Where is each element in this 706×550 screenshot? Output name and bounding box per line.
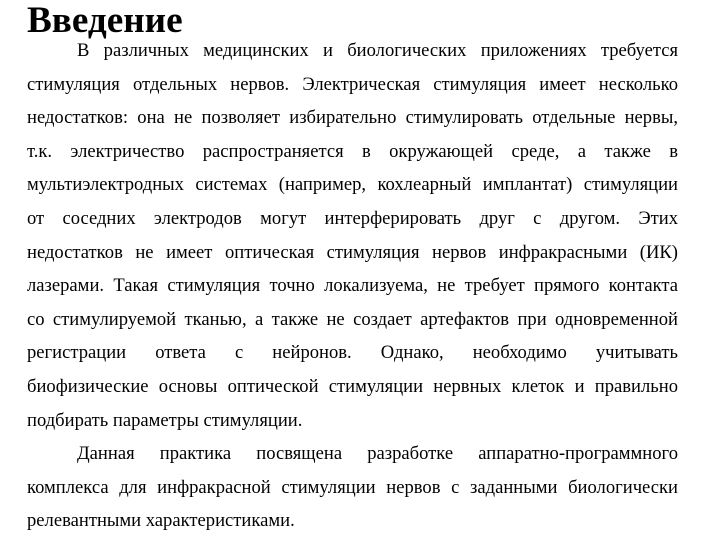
- text-line: комплекса для инфракрасной стимуляции нервов с заданными биологически: [27, 476, 678, 498]
- document-page: [27, 0, 678, 538]
- text-line: со стимулируемой тканью, а также не создает артефактов при одновременной: [27, 308, 678, 330]
- text-line: лазерами. Такая стимуляция точно локализуема, не требует прямого контакта: [27, 275, 678, 297]
- text-line: недостатков не имеет оптическая стимуляция нервов инфракрасными (ИК): [27, 241, 678, 263]
- text-line: биофизические основы оптической стимуляции нервных клеток и правильно: [27, 375, 678, 397]
- text-line: подбирать параметры стимуляции.: [27, 409, 303, 431]
- text-line: В различных медицинских и биологических приложениях требуется: [77, 40, 678, 61]
- paragraph-2: [27, 437, 678, 538]
- text-line: стимуляция отдельных нервов. Электрическая стимуляция имеет несколько: [27, 73, 678, 95]
- text-line: мультиэлектродных системах (например, кохлеарный имплантат) стимуляции: [27, 174, 678, 196]
- text-line: релевантными характеристиками.: [27, 510, 295, 532]
- text-line: Данная практика посвящена разработке аппаратно-программного: [77, 443, 678, 465]
- text-line: регистрации ответа с нейронов. Однако, необходимо учитывать: [27, 342, 678, 364]
- section-heading: Введение: [27, 0, 183, 41]
- paragraph-1: [27, 34, 678, 437]
- text-line: т.к. электричество распространяется в окружающей среде, а также в: [27, 140, 678, 162]
- text-line: от соседних электродов могут интерферировать друг с другом. Этих: [27, 207, 678, 229]
- text-line: недостатков: она не позволяет избирательно стимулировать отдельные нервы,: [27, 107, 678, 129]
